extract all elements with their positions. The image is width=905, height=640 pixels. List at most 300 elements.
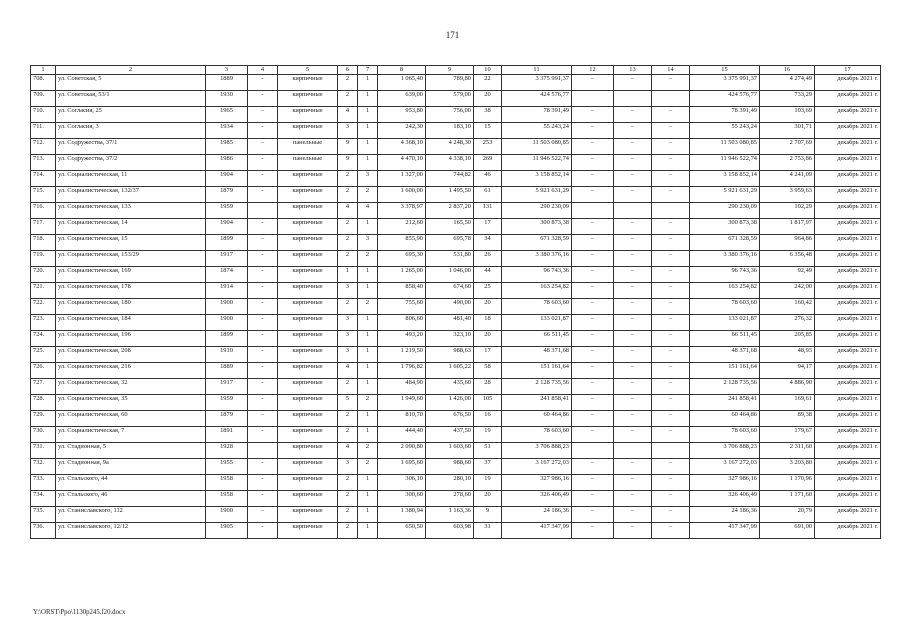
cell-col-12: – <box>572 123 614 139</box>
header-cell-6: 6 <box>338 66 358 75</box>
cell-total-area: 3 378,97 <box>378 203 426 219</box>
cell-address: ул. Социалистическая, 11 <box>56 171 206 187</box>
cell-year-built: 1905 <box>206 523 248 539</box>
cell-cost-per-sqm: 94,17 <box>760 363 815 379</box>
cell-total-area: 1 380,94 <box>378 507 426 523</box>
cell-year-built: 1904 <box>206 219 248 235</box>
cell-deadline: декабрь 2021 г. <box>815 267 881 283</box>
cell-total-area: 1 265,00 <box>378 267 426 283</box>
cell-living-area: 165,50 <box>426 219 474 235</box>
cell-living-area: 676,50 <box>426 411 474 427</box>
cell-row-number: 733. <box>31 475 56 491</box>
table-row <box>31 235 881 251</box>
cell-address: ул. Согласия, 25 <box>56 107 206 123</box>
cell-col-4: - <box>248 363 278 379</box>
table-row <box>31 427 881 443</box>
cell-cost-per-sqm: 102,29 <box>760 203 815 219</box>
cell-entrances: 3 <box>358 235 378 251</box>
cell-living-area: 756,00 <box>426 107 474 123</box>
cell-col-4: - <box>248 171 278 187</box>
cell-cost-per-sqm: 48,93 <box>760 347 815 363</box>
cell-total-cost: 326 406,49 <box>502 491 572 507</box>
cell-row-number: 722. <box>31 299 56 315</box>
cell-deadline: декабрь 2021 г. <box>815 491 881 507</box>
cell-col-14: – <box>652 187 690 203</box>
cell-cost-per-sqm: 179,67 <box>760 427 815 443</box>
table-row <box>31 475 881 491</box>
cell-wall-material: кирпичные <box>278 187 338 203</box>
cell-deadline: декабрь 2021 г. <box>815 187 881 203</box>
cell-col-4: - <box>248 427 278 443</box>
cell-cost-per-sqm: 4 241,09 <box>760 171 815 187</box>
cell-cost-15: 78 391,49 <box>690 107 760 123</box>
cell-residents: 17 <box>474 347 502 363</box>
cell-residents: 38 <box>474 107 502 123</box>
cell-col-12: – <box>572 299 614 315</box>
cell-address: ул. Содружества, 37/2 <box>56 155 206 171</box>
cell-col-13: – <box>614 107 652 123</box>
cell-total-cost: 327 986,16 <box>502 475 572 491</box>
cell-total-area: 1 327,00 <box>378 171 426 187</box>
cell-entrances: 1 <box>358 91 378 107</box>
cell-living-area: 579,00 <box>426 91 474 107</box>
cell-cost-15: 48 371,68 <box>690 347 760 363</box>
cell-entrances: 1 <box>358 283 378 299</box>
cell-address: ул. Станиславского, 112 <box>56 507 206 523</box>
cell-address: ул. Социалистическая, 184 <box>56 315 206 331</box>
cell-col-14: – <box>652 235 690 251</box>
cell-total-cost: 48 371,68 <box>502 347 572 363</box>
cell-col-13: – <box>614 475 652 491</box>
cell-col-12: – <box>572 251 614 267</box>
table-row <box>31 459 881 475</box>
cell-total-cost: 3 380 376,16 <box>502 251 572 267</box>
cell-entrances: 1 <box>358 123 378 139</box>
cell-col-12: – <box>572 459 614 475</box>
cell-year-built: 1900 <box>206 507 248 523</box>
table-row <box>31 395 881 411</box>
cell-col-14: – <box>652 75 690 91</box>
table-row <box>31 267 881 283</box>
cell-col-14 <box>652 443 690 459</box>
cell-residents: 37 <box>474 459 502 475</box>
cell-row-number: 712. <box>31 139 56 155</box>
cell-col-13: – <box>614 299 652 315</box>
cell-col-12: – <box>572 507 614 523</box>
cell-col-14: – <box>652 219 690 235</box>
header-cell-3: 3 <box>206 66 248 75</box>
cell-col-14: – <box>652 267 690 283</box>
register-table-container <box>30 65 880 539</box>
cell-col-4: - <box>248 299 278 315</box>
cell-cost-per-sqm: 20,79 <box>760 507 815 523</box>
cell-floors: 2 <box>338 411 358 427</box>
cell-total-area: 1 065,40 <box>378 75 426 91</box>
cell-col-4: - <box>248 75 278 91</box>
cell-col-14: – <box>652 395 690 411</box>
cell-cost-15: 163 254,82 <box>690 283 760 299</box>
table-row <box>31 411 881 427</box>
cell-residents: 26 <box>474 251 502 267</box>
cell-col-12: – <box>572 267 614 283</box>
cell-cost-per-sqm: 103,69 <box>760 107 815 123</box>
cell-address: ул. Стадионная, 5 <box>56 443 206 459</box>
table-row <box>31 363 881 379</box>
cell-cost-15: 24 186,36 <box>690 507 760 523</box>
cell-cost-per-sqm: 2 311,60 <box>760 443 815 459</box>
cell-living-area: 695,78 <box>426 235 474 251</box>
cell-wall-material: кирпичные <box>278 315 338 331</box>
cell-deadline: декабрь 2021 г. <box>815 171 881 187</box>
cell-living-area: 437,50 <box>426 427 474 443</box>
cell-col-14: – <box>652 155 690 171</box>
cell-cost-per-sqm: 1 817,97 <box>760 219 815 235</box>
cell-residents: 28 <box>474 379 502 395</box>
cell-year-built: 1958 <box>206 491 248 507</box>
cell-col-4: – <box>248 235 278 251</box>
cell-col-13: – <box>614 219 652 235</box>
cell-living-area: 183,10 <box>426 123 474 139</box>
cell-cost-per-sqm: 964,86 <box>760 235 815 251</box>
cell-col-12: – <box>572 155 614 171</box>
cell-col-14: – <box>652 123 690 139</box>
cell-col-14: – <box>652 411 690 427</box>
cell-total-cost: 60 464,86 <box>502 411 572 427</box>
cell-col-14: – <box>652 379 690 395</box>
cell-total-area: 806,60 <box>378 315 426 331</box>
cell-deadline: декабрь 2021 г. <box>815 235 881 251</box>
cell-entrances: 2 <box>358 187 378 203</box>
cell-living-area: 674,60 <box>426 283 474 299</box>
cell-row-number: 713. <box>31 155 56 171</box>
cell-col-13: – <box>614 155 652 171</box>
cell-total-area: 953,80 <box>378 107 426 123</box>
cell-entrances: 1 <box>358 75 378 91</box>
cell-cost-15: 241 858,41 <box>690 395 760 411</box>
cell-col-12: – <box>572 315 614 331</box>
cell-total-cost: 3 158 852,14 <box>502 171 572 187</box>
cell-address: ул. Советская, 53/1 <box>56 91 206 107</box>
table-row <box>31 379 881 395</box>
cell-deadline: декабрь 2021 г. <box>815 475 881 491</box>
cell-address: ул. Социалистическая, 180 <box>56 299 206 315</box>
cell-col-14: – <box>652 107 690 123</box>
cell-year-built: 1879 <box>206 411 248 427</box>
cell-year-built: 1959 <box>206 395 248 411</box>
cell-col-12: – <box>572 75 614 91</box>
cell-col-14: – <box>652 475 690 491</box>
cell-wall-material: кирпичные <box>278 411 338 427</box>
cell-col-13: – <box>614 283 652 299</box>
cell-year-built: 1934 <box>206 123 248 139</box>
cell-cost-per-sqm: 1 170,96 <box>760 475 815 491</box>
cell-residents: 253 <box>474 139 502 155</box>
cell-year-built: 1904 <box>206 171 248 187</box>
cell-deadline: декабрь 2021 г. <box>815 315 881 331</box>
cell-col-13: – <box>614 363 652 379</box>
cell-floors: 2 <box>338 299 358 315</box>
cell-col-12: – <box>572 235 614 251</box>
cell-year-built: 1959 <box>206 203 248 219</box>
cell-entrances: 1 <box>358 347 378 363</box>
cell-deadline: декабрь 2021 г. <box>815 427 881 443</box>
cell-deadline: декабрь 2021 г. <box>815 379 881 395</box>
cell-floors: 2 <box>338 91 358 107</box>
cell-entrances: 1 <box>358 427 378 443</box>
cell-col-14 <box>652 91 690 107</box>
cell-col-12: – <box>572 475 614 491</box>
table-row <box>31 347 881 363</box>
cell-total-area: 810,70 <box>378 411 426 427</box>
cell-total-cost: 163 254,82 <box>502 283 572 299</box>
cell-residents: 44 <box>474 267 502 283</box>
cell-deadline: декабрь 2021 г. <box>815 459 881 475</box>
cell-residents: 20 <box>474 331 502 347</box>
cell-wall-material: кирпичные <box>278 235 338 251</box>
cell-cost-15: 66 511,45 <box>690 331 760 347</box>
cell-residents: 25 <box>474 283 502 299</box>
cell-row-number: 729. <box>31 411 56 427</box>
cell-total-cost: 417 347,99 <box>502 523 572 539</box>
cell-living-area: 531,80 <box>426 251 474 267</box>
table-row <box>31 491 881 507</box>
cell-living-area: 789,80 <box>426 75 474 91</box>
cell-row-number: 715. <box>31 187 56 203</box>
cell-col-4: – <box>248 139 278 155</box>
cell-col-4: - <box>248 155 278 171</box>
cell-entrances: 1 <box>358 475 378 491</box>
cell-col-13: – <box>614 171 652 187</box>
cell-col-14: – <box>652 315 690 331</box>
cell-cost-15: 5 921 631,29 <box>690 187 760 203</box>
cell-col-13: – <box>614 251 652 267</box>
cell-total-area: 858,40 <box>378 283 426 299</box>
cell-row-number: 718. <box>31 235 56 251</box>
cell-deadline: декабрь 2021 г. <box>815 299 881 315</box>
cell-living-area: 1 046,00 <box>426 267 474 283</box>
cell-floors: 2 <box>338 235 358 251</box>
cell-cost-per-sqm: 169,61 <box>760 395 815 411</box>
cell-address: ул. Социалистическая, 153/29 <box>56 251 206 267</box>
cell-col-4: - <box>248 347 278 363</box>
cell-wall-material: кирпичные <box>278 475 338 491</box>
cell-col-4: - <box>248 395 278 411</box>
cell-entrances: 1 <box>358 379 378 395</box>
cell-total-area: 484,90 <box>378 379 426 395</box>
header-cell-4: 4 <box>248 66 278 75</box>
cell-deadline: декабрь 2021 г. <box>815 75 881 91</box>
cell-total-cost: 290 230,09 <box>502 203 572 219</box>
cell-col-4: - <box>248 187 278 203</box>
cell-residents: 20 <box>474 299 502 315</box>
header-cell-2: 2 <box>56 66 206 75</box>
cell-total-cost: 55 243,24 <box>502 123 572 139</box>
table-row <box>31 331 881 347</box>
cell-floors: 2 <box>338 379 358 395</box>
cell-address: ул. Социалистическая, 15 <box>56 235 206 251</box>
cell-total-cost: 66 511,45 <box>502 331 572 347</box>
cell-total-cost: 96 743,36 <box>502 267 572 283</box>
header-cell-14: 14 <box>652 66 690 75</box>
cell-cost-per-sqm: 242,00 <box>760 283 815 299</box>
page-number: 171 <box>445 30 460 40</box>
cell-col-12: – <box>572 411 614 427</box>
cell-col-14: – <box>652 459 690 475</box>
table-row <box>31 155 881 171</box>
cell-floors: 2 <box>338 187 358 203</box>
cell-entrances: 2 <box>358 299 378 315</box>
cell-row-number: 731. <box>31 443 56 459</box>
cell-address: ул. Станиславского, 12/12 <box>56 523 206 539</box>
cell-wall-material: кирпичные <box>278 523 338 539</box>
cell-col-13: – <box>614 347 652 363</box>
cell-wall-material: панельные <box>278 155 338 171</box>
cell-total-cost: 671 328,59 <box>502 235 572 251</box>
table-row <box>31 75 881 91</box>
cell-floors: 3 <box>338 123 358 139</box>
cell-col-13 <box>614 203 652 219</box>
cell-col-13: – <box>614 315 652 331</box>
cell-year-built: 1914 <box>206 283 248 299</box>
table-row <box>31 139 881 155</box>
header-cell-7: 7 <box>358 66 378 75</box>
cell-row-number: 719. <box>31 251 56 267</box>
cell-total-area: 1 949,60 <box>378 395 426 411</box>
cell-total-area: 1 219,50 <box>378 347 426 363</box>
cell-total-cost: 78 603,60 <box>502 299 572 315</box>
cell-deadline: декабрь 2021 г. <box>815 203 881 219</box>
cell-cost-15: 326 406,49 <box>690 491 760 507</box>
cell-entrances: 2 <box>358 395 378 411</box>
cell-col-13: – <box>614 187 652 203</box>
cell-entrances: 1 <box>358 267 378 283</box>
cell-floors: 5 <box>338 395 358 411</box>
cell-residents: 51 <box>474 443 502 459</box>
cell-total-area: 1 796,82 <box>378 363 426 379</box>
cell-living-area: 1 426,00 <box>426 395 474 411</box>
cell-total-cost: 424 576,77 <box>502 91 572 107</box>
cell-address: ул. Социалистическая, 60 <box>56 411 206 427</box>
cell-residents: 18 <box>474 315 502 331</box>
cell-col-13: – <box>614 411 652 427</box>
cell-wall-material: кирпичные <box>278 395 338 411</box>
cell-col-12: – <box>572 347 614 363</box>
table-row <box>31 171 881 187</box>
cell-wall-material: кирпичные <box>278 203 338 219</box>
cell-total-cost: 3 375 991,37 <box>502 75 572 91</box>
cell-col-14: – <box>652 363 690 379</box>
cell-wall-material: кирпичные <box>278 251 338 267</box>
cell-total-cost: 241 858,41 <box>502 395 572 411</box>
cell-total-cost: 3 706 888,23 <box>502 443 572 459</box>
cell-col-13: – <box>614 123 652 139</box>
cell-year-built: 1930 <box>206 91 248 107</box>
header-row <box>31 66 881 75</box>
header-cell-16: 16 <box>760 66 815 75</box>
cell-cost-15: 3 158 852,14 <box>690 171 760 187</box>
cell-wall-material: кирпичные <box>278 491 338 507</box>
cell-residents: 20 <box>474 491 502 507</box>
cell-col-4: - <box>248 475 278 491</box>
cell-col-13: – <box>614 395 652 411</box>
cell-cost-15: 133 021,87 <box>690 315 760 331</box>
cell-col-13: – <box>614 507 652 523</box>
cell-cost-15: 290 230,09 <box>690 203 760 219</box>
cell-year-built: 1879 <box>206 187 248 203</box>
cell-cost-per-sqm: 3 203,80 <box>760 459 815 475</box>
cell-residents: 58 <box>474 363 502 379</box>
cell-floors: 3 <box>338 283 358 299</box>
cell-residents: 269 <box>474 155 502 171</box>
cell-row-number: 725. <box>31 347 56 363</box>
cell-wall-material: кирпичные <box>278 219 338 235</box>
cell-row-number: 711. <box>31 123 56 139</box>
cell-cost-per-sqm: 276,32 <box>760 315 815 331</box>
header-cell-13: 13 <box>614 66 652 75</box>
cell-row-number: 732. <box>31 459 56 475</box>
cell-cost-15: 327 986,16 <box>690 475 760 491</box>
header-cell-12: 12 <box>572 66 614 75</box>
cell-cost-per-sqm: 6 356,48 <box>760 251 815 267</box>
cell-row-number: 710. <box>31 107 56 123</box>
table-row <box>31 299 881 315</box>
cell-col-12: – <box>572 363 614 379</box>
cell-deadline: декабрь 2021 г. <box>815 91 881 107</box>
cell-col-4: - <box>248 523 278 539</box>
cell-floors: 9 <box>338 155 358 171</box>
cell-total-area: 4 368,10 <box>378 139 426 155</box>
cell-deadline: декабрь 2021 г. <box>815 123 881 139</box>
cell-col-13: – <box>614 523 652 539</box>
cell-col-13: – <box>614 459 652 475</box>
cell-row-number: 714. <box>31 171 56 187</box>
cell-wall-material: кирпичные <box>278 107 338 123</box>
cell-living-area: 280,10 <box>426 475 474 491</box>
cell-year-built: 1891 <box>206 427 248 443</box>
cell-cost-15: 671 328,59 <box>690 235 760 251</box>
cell-col-4: - <box>248 283 278 299</box>
cell-col-12: – <box>572 395 614 411</box>
cell-deadline: декабрь 2021 г. <box>815 443 881 459</box>
cell-row-number: 728. <box>31 395 56 411</box>
cell-entrances: 1 <box>358 139 378 155</box>
cell-address: ул. Стальского, 46 <box>56 491 206 507</box>
cell-col-14: – <box>652 347 690 363</box>
cell-cost-per-sqm: 2 707,69 <box>760 139 815 155</box>
cell-col-12 <box>572 91 614 107</box>
cell-address: ул. Социалистическая, 14 <box>56 219 206 235</box>
cell-total-area: 2 090,80 <box>378 443 426 459</box>
cell-floors: 2 <box>338 427 358 443</box>
cell-residents: 19 <box>474 475 502 491</box>
cell-total-area: 212,60 <box>378 219 426 235</box>
cell-address: ул. Социалистическая, 7 <box>56 427 206 443</box>
cell-col-4: - <box>248 267 278 283</box>
cell-col-12: – <box>572 187 614 203</box>
table-row <box>31 443 881 459</box>
cell-wall-material: кирпичные <box>278 507 338 523</box>
cell-cost-per-sqm: 2 753,86 <box>760 155 815 171</box>
cell-col-13 <box>614 443 652 459</box>
cell-deadline: декабрь 2021 г. <box>815 155 881 171</box>
cell-address: ул. Советская, 5 <box>56 75 206 91</box>
cell-cost-15: 151 161,64 <box>690 363 760 379</box>
cell-year-built: 1917 <box>206 251 248 267</box>
cell-living-area: 1 495,50 <box>426 187 474 203</box>
cell-cost-per-sqm: 89,38 <box>760 411 815 427</box>
cell-living-area: 435,60 <box>426 379 474 395</box>
cell-residents: 31 <box>474 523 502 539</box>
